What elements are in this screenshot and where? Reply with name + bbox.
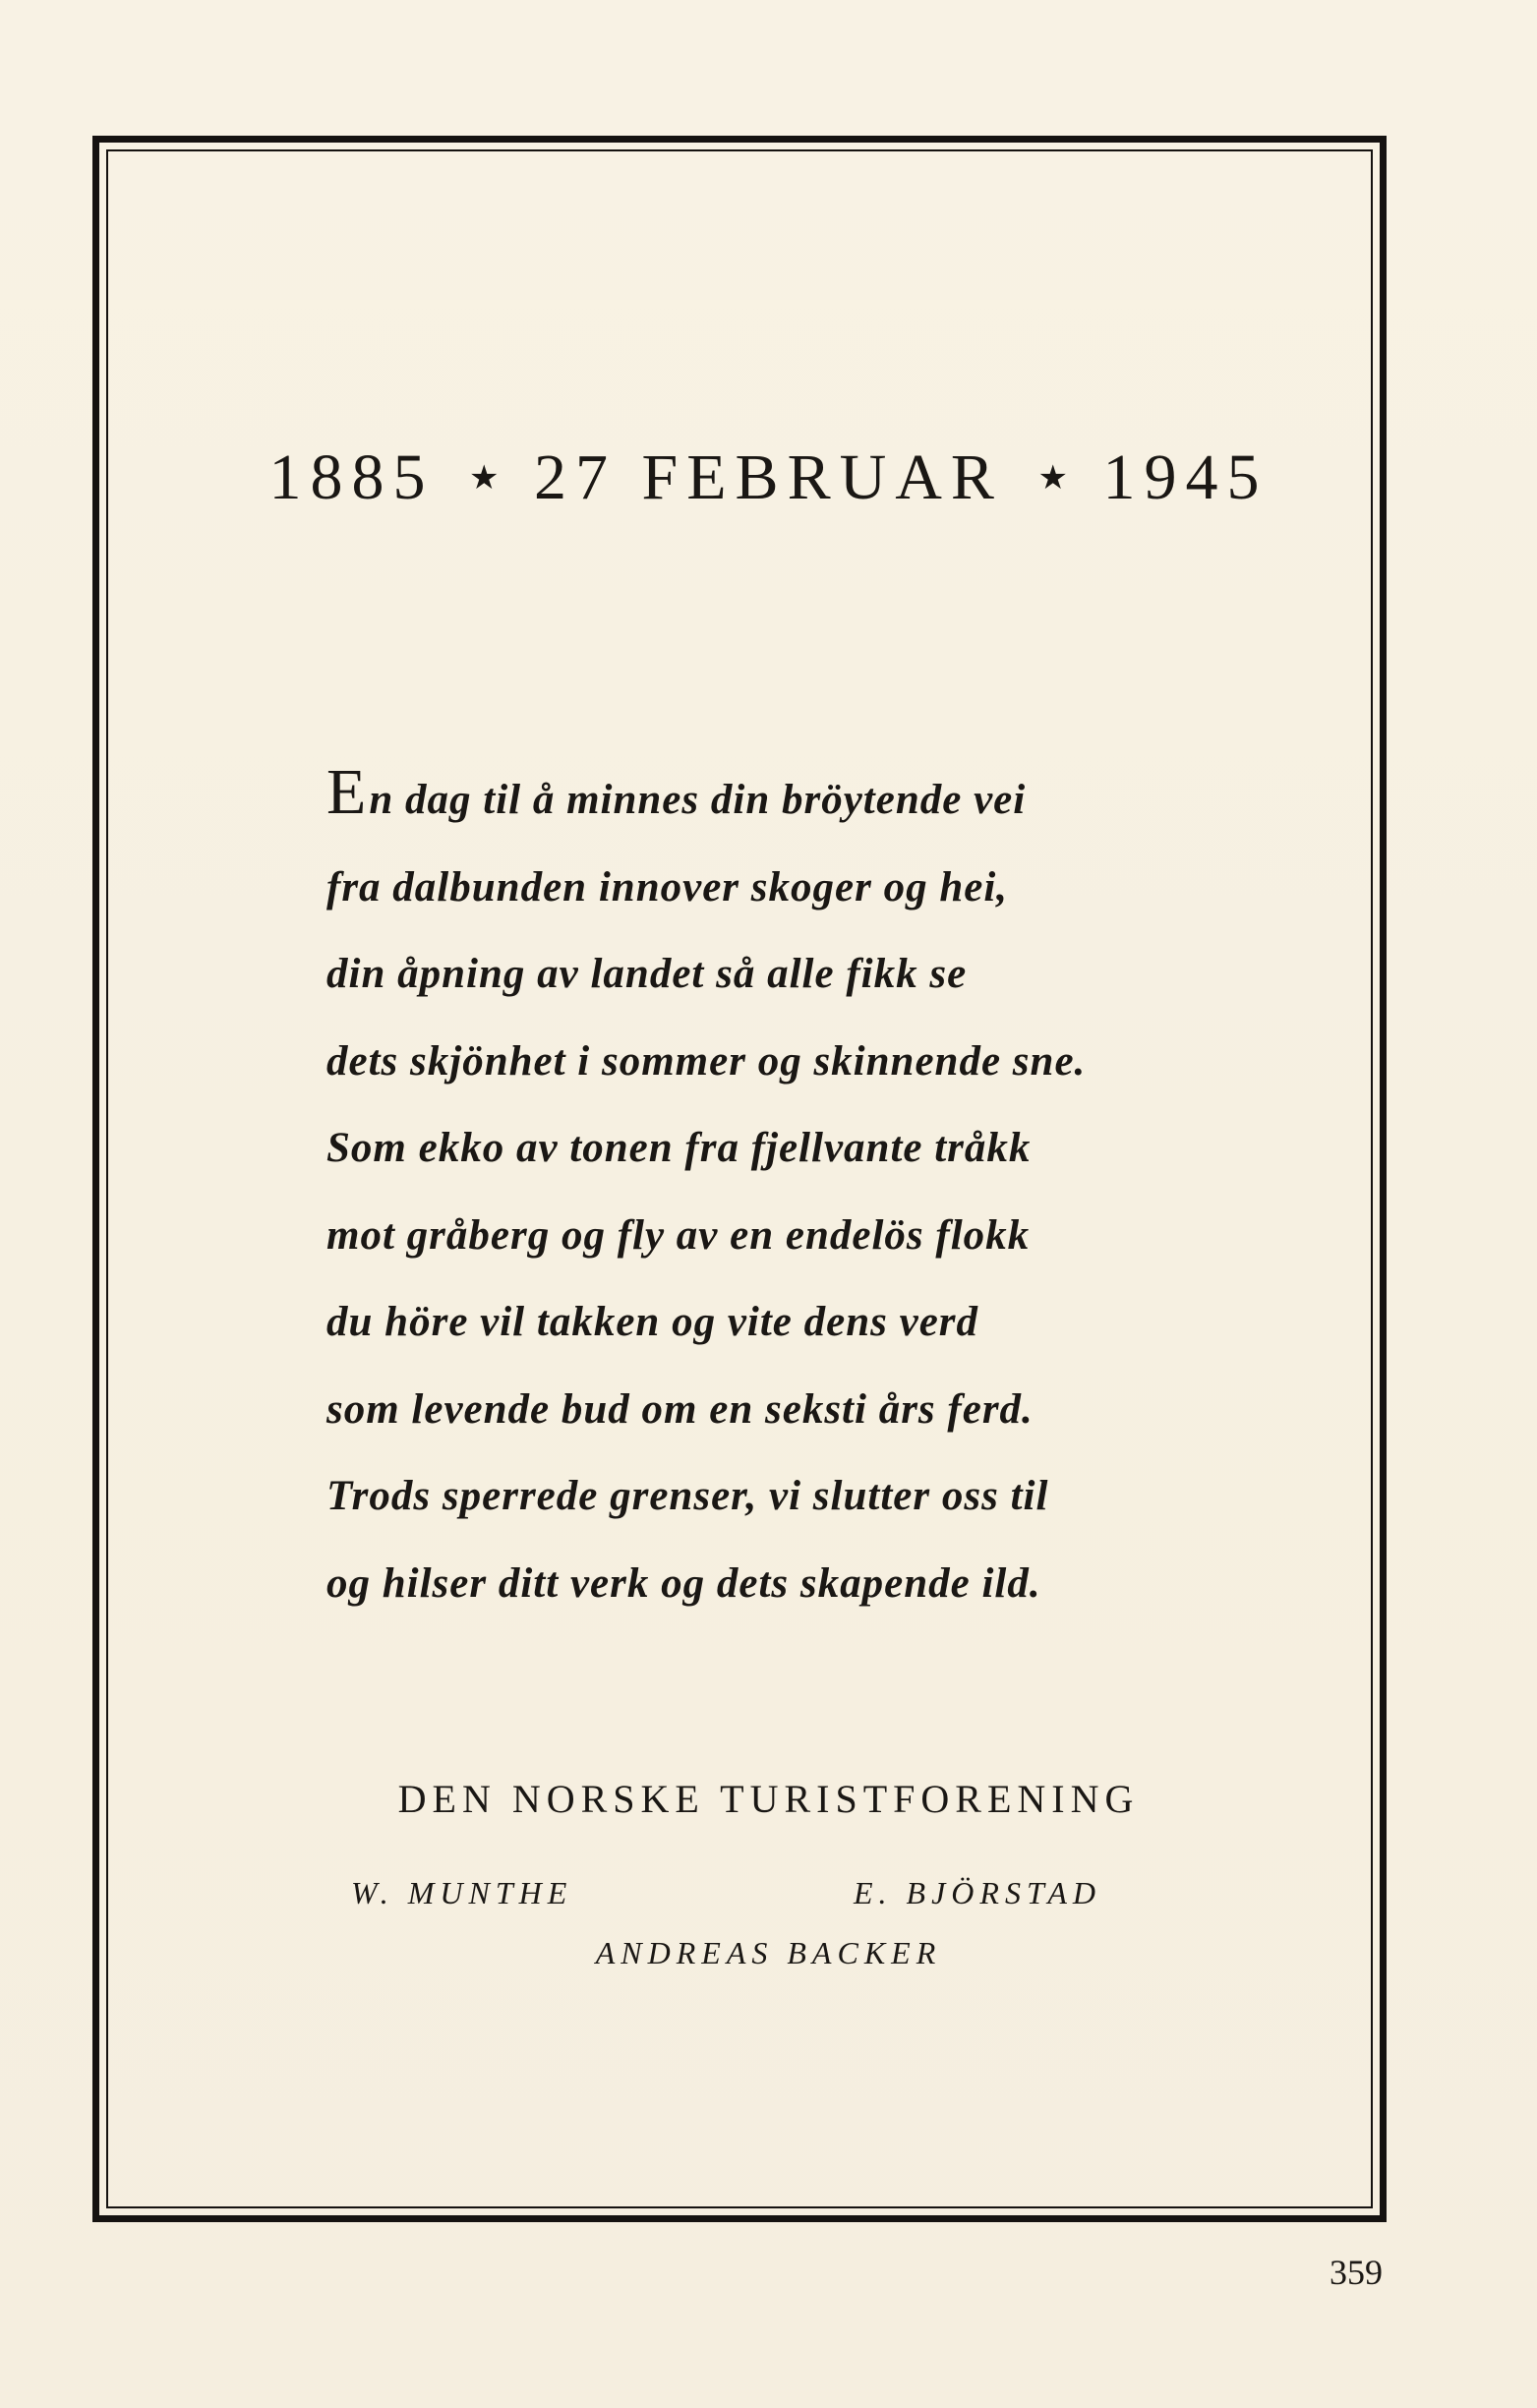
poem-line: Trods sperrede grenser, vi slutter oss til [326, 1473, 1049, 1519]
poem-line: Som ekko av tonen fra fjellvante tråkk [326, 1125, 1032, 1171]
page-number: 359 [1330, 2253, 1383, 2292]
star-icon: ★ [469, 459, 500, 497]
poem-line: dets skjönhet i sommer og skinnende sne. [326, 1037, 1087, 1085]
poem-line: fra dalbunden innover skoger og hei, [326, 863, 1009, 910]
poem-line [326, 757, 1212, 845]
start-year: 1885 [268, 441, 435, 513]
day-month: 27 FEBRUAR [534, 441, 1003, 513]
signatory-center: ANDREAS BACKER [595, 1935, 942, 1970]
poem [326, 757, 1212, 1627]
end-year: 1945 [1102, 441, 1269, 513]
drop-cap: E [326, 756, 368, 828]
poem-line: mot gråberg og fly av en endelös flokk [326, 1211, 1031, 1259]
poem-line: du höre vil takken og vite dens verd [326, 1299, 979, 1345]
signatory-right: E. BJÖRSTAD [854, 1875, 1102, 1910]
date-header [0, 440, 1537, 515]
signatory-left: W. MUNTHE [351, 1875, 573, 1910]
poem-line: din åpning av landet så alle fikk se [326, 951, 968, 997]
poem-line: og hilser ditt verk og dets skapende ild. [326, 1559, 1041, 1607]
poem-first-line: n dag til å minnes din bröytende vei [369, 777, 1027, 823]
organization-name: DEN NORSKE TURISTFORENING [397, 1777, 1140, 1821]
star-icon: ★ [1037, 459, 1068, 497]
poem-line: som levende bud om en seksti års ferd. [326, 1385, 1034, 1433]
